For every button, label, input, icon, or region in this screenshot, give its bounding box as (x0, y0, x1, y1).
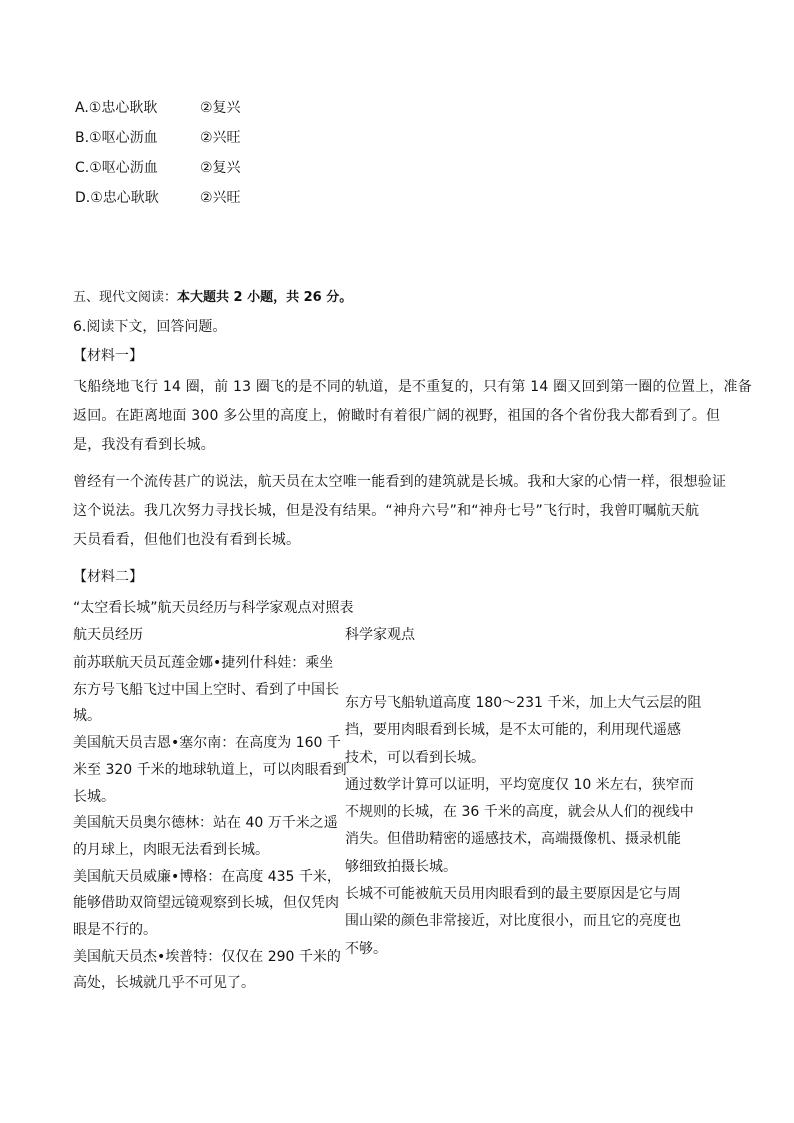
text-line: 东方号飞船轨道高度 180～231 千米，加上大气云层的阻 (345, 695, 702, 711)
option-c-label: C.①呕心沥血 (75, 160, 158, 176)
material2-heading: 【材料二】 (73, 569, 143, 585)
option-b-label: B.①呕心沥血 (75, 130, 158, 146)
text-line: 美国航天员杰•埃普特：仅仅在 290 千米的 (73, 948, 341, 965)
text-line: 长城不可能被航天员用肉眼看到的最主要原因是它与周 (345, 886, 681, 903)
section-title (73, 286, 352, 305)
option-c-answer: ②复兴 (200, 160, 241, 176)
text-line: 挡，要用肉眼看到长城，是不太可能的，利用现代遥感 (345, 722, 681, 739)
table-title: “太空看长城”航天员经历与科学家观点对照表 (73, 600, 354, 616)
text-line: 米至 320 千米的地球轨道上，可以肉眼看到 (73, 761, 347, 778)
text-line: 城。 (73, 708, 101, 725)
text-line: 是，我没有看到长城。 (73, 437, 215, 453)
text-line: 美国航天员吉恩•塞尔南：在高度为 160 千 (73, 735, 341, 752)
text-line: 曾经有一个流传甚广的说法，航天员在太空唯一能看到的建筑就是长城。我和大家的心情一样，很想验证 (73, 474, 727, 490)
column-header-astronaut: 航天员经历 (73, 627, 143, 643)
text-line: 东方号飞船飞过中国上空时、看到了中国长 (73, 681, 339, 698)
text-line: 美国航天员威廉•博格：在高度 435 千米， (73, 868, 341, 885)
text-line: 飞船绕地飞行 14 圈，前 13 圈飞的是不同的轨道，是不重复的，只有第 14 圈又回到第一圈的位置上，准备 (73, 379, 752, 395)
text-line: 前苏联航天员瓦莲金娜•捷列什科娃：乘坐 (73, 655, 334, 671)
text-line: 返回。在距离地面 300 多公里的高度上，俯瞰时有着很广阔的视野，祖国的各个省份我大都看到了。但 (73, 408, 721, 424)
text-line: 天员看看，但他们也没有看到长城。 (73, 532, 301, 548)
text-line: 消失。但借助精密的遥感技术，高端摄像机、摄录机能 (345, 831, 681, 848)
text-line: 通过数学计算可以证明，平均宽度仅 10 米左右，狭窄而 (345, 776, 694, 793)
option-b-answer: ②兴旺 (200, 130, 241, 146)
material1-paragraph-2 (73, 468, 733, 555)
option-d-answer: ②兴旺 (200, 190, 241, 206)
astronaut-experience-column (73, 650, 353, 997)
column-header-scientist: 科学家观点 (345, 627, 415, 643)
section-prefix: 五、现代文阅读： (73, 290, 178, 305)
option-d-label: D.①忠心耿耿 (75, 190, 159, 206)
question-prompt: 6.阅读下文，回答问题。 (73, 319, 227, 335)
text-line: 高处，长城就几乎不可见了。 (73, 975, 255, 992)
material1-heading: 【材料一】 (73, 348, 143, 364)
text-line: 这个说法。我几次努力寻找长城，但是没有结果。“神舟六号”和“神舟七号”飞行时，我曾叮嘱航天航 (73, 503, 700, 519)
text-line: 不够。 (345, 940, 387, 957)
text-line: 的月球上，肉眼无法看到长城。 (73, 841, 269, 858)
option-a-answer: ②复兴 (200, 100, 241, 116)
text-line: 美国航天员奥尔德林：站在 40 万千米之遥 (73, 815, 338, 832)
text-line: 够细致拍摄长城。 (345, 858, 457, 875)
option-a-label: A.①忠心耿耿 (75, 100, 158, 116)
text-line: 能够借助双筒望远镜观察到长城，但仅凭肉 (73, 895, 339, 912)
text-line: 长城。 (73, 788, 115, 805)
text-line: 技术，可以看到长城。 (345, 749, 485, 766)
text-line: 眼是不行的。 (73, 922, 157, 939)
scientist-view-column (345, 690, 705, 963)
text-line: 不规则的长城，在 36 千米的高度，就会从人们的视线中 (345, 804, 694, 821)
material1-paragraph-1 (73, 373, 752, 460)
text-line: 围山梁的颜色非常接近，对比度很小，而且它的亮度也 (345, 913, 681, 930)
section-rest: 本大题共 2 小题，共 26 分。 (177, 290, 353, 305)
